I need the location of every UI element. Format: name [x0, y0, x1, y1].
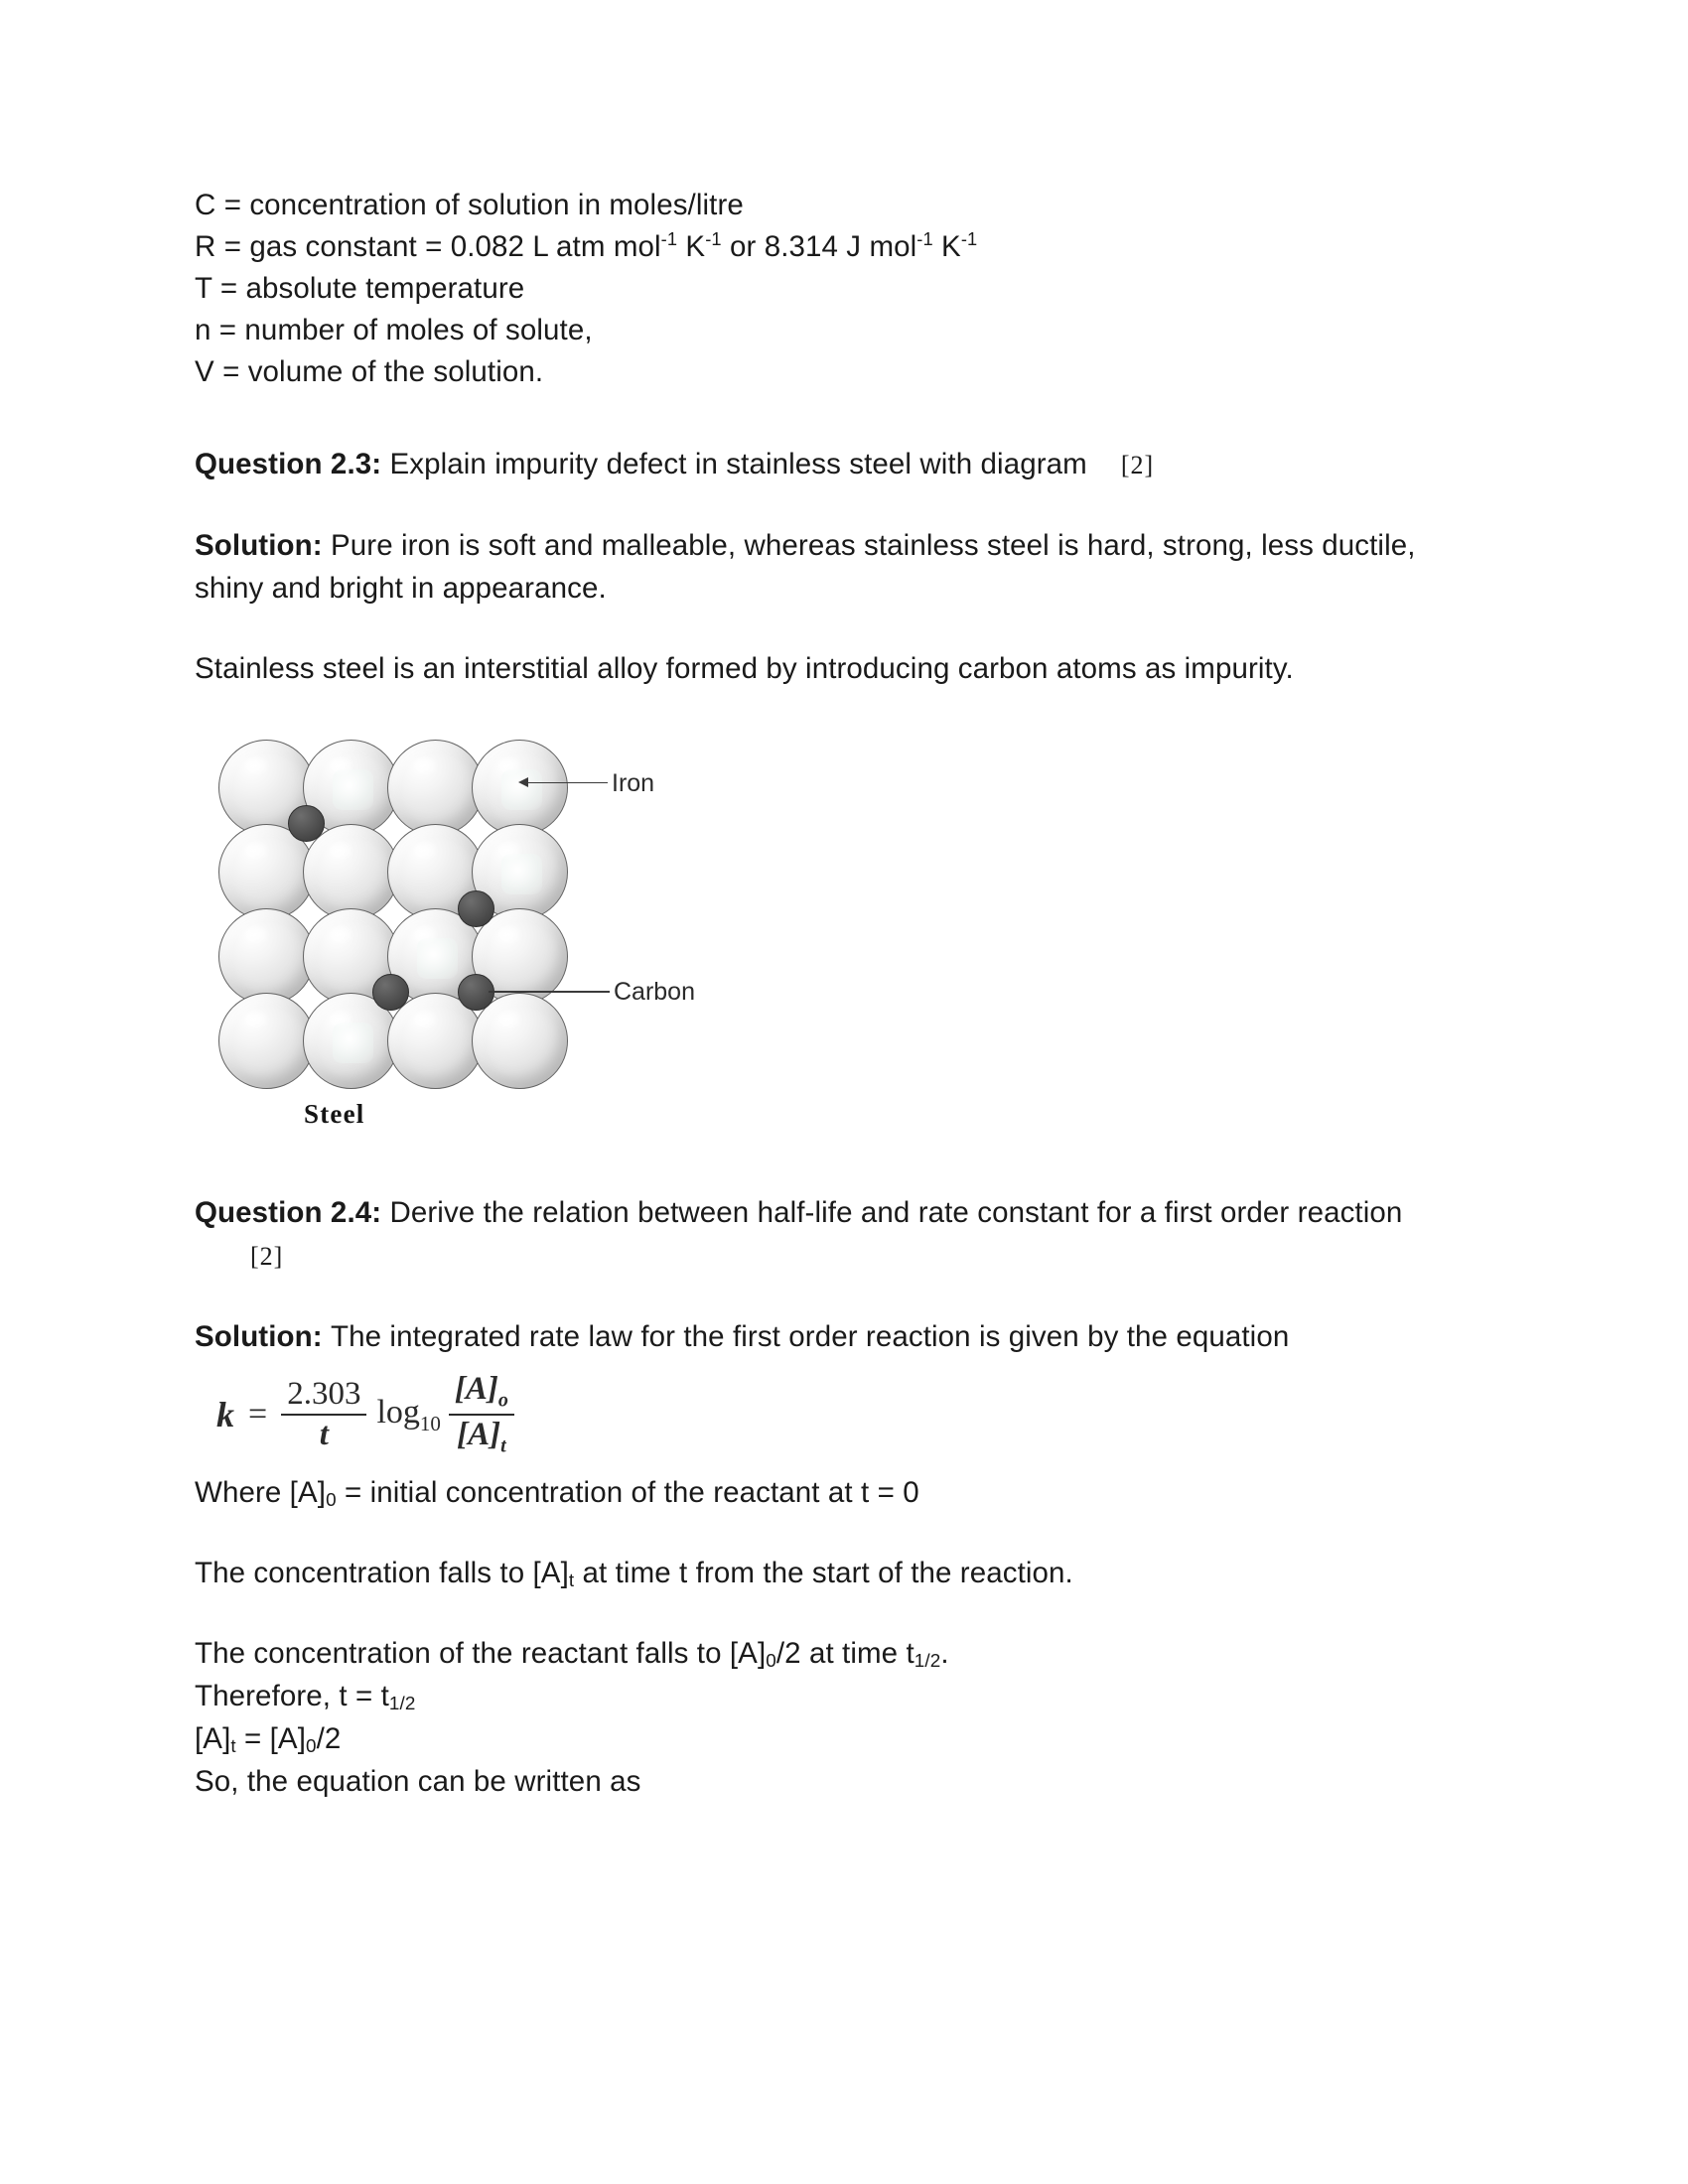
half-life-line — [195, 1632, 1446, 1675]
iron-leader-arrow-icon — [518, 777, 528, 787]
iron-atom — [218, 993, 315, 1089]
half-prefix: The concentration of the reactant falls to [A] — [195, 1637, 767, 1670]
spacer — [195, 1457, 1446, 1471]
spacer — [195, 1594, 1446, 1632]
iron-atom — [387, 740, 484, 836]
equation-numerator: 2.303 — [287, 1376, 361, 1413]
equation-fraction-rate — [281, 1377, 366, 1452]
question-2-3-marks: [2] — [1120, 451, 1155, 479]
falls-suffix: at time t from the start of the reaction. — [574, 1557, 1073, 1589]
definition-R-sup2: -1 — [705, 228, 722, 250]
definition-line-C: C = concentration of solution in moles/litre — [195, 189, 744, 221]
definition-R-mid3: K — [932, 230, 961, 263]
document-content — [195, 185, 1446, 1803]
iron-leader-line — [528, 782, 608, 784]
solution-2-3 — [195, 524, 1446, 610]
spacer — [195, 1514, 1446, 1552]
half-sub: 0 — [766, 1650, 776, 1672]
question-2-3-label: Question 2.3: — [195, 448, 382, 480]
definition-line-T: T = absolute temperature — [195, 272, 525, 305]
at-equals-line — [195, 1717, 1446, 1760]
definition-R-sup4: -1 — [960, 228, 978, 250]
spacer — [195, 486, 1446, 524]
interstitial-alloy-line: Stainless steel is an interstitial alloy formed by introducing carbon atoms as impurity. — [195, 652, 1294, 685]
carbon-label: Carbon — [614, 978, 695, 1006]
steel-caption: Steel — [304, 1099, 365, 1129]
conc-time-sub: t — [500, 1434, 506, 1457]
steel-interstitial-alloy-diagram — [218, 740, 715, 1142]
definition-R-sup1: -1 — [660, 228, 678, 250]
log-text: log — [376, 1393, 420, 1431]
definition-line-R — [195, 226, 1446, 268]
at-sub2: 0 — [306, 1735, 317, 1757]
definition-R-prefix: R = gas constant = 0.082 L atm mol — [195, 230, 661, 263]
solution-2-4-text: The integrated rate law for the first order reaction is given by the equation — [331, 1320, 1290, 1353]
first-order-rate-equation — [216, 1372, 1446, 1457]
solution-2-3-space — [323, 529, 331, 562]
definition-R-mid2: or 8.314 J mol — [721, 230, 917, 263]
spacer — [195, 1358, 1446, 1372]
carbon-atom — [458, 890, 494, 927]
spacer — [195, 690, 1446, 740]
at-sub: t — [230, 1735, 236, 1757]
falls-line — [195, 1552, 1446, 1594]
conc-time-bracket: [A] — [457, 1417, 501, 1453]
definition-line-n: n = number of moles of solute, — [195, 314, 593, 346]
solution-2-4-label: Solution: — [195, 1320, 323, 1353]
spacer — [195, 610, 1446, 647]
spacer — [195, 1278, 1446, 1315]
question-2-3-text: Explain impurity defect in stainless steel with diagram — [389, 448, 1087, 480]
falls-prefix: The concentration falls to [A] — [195, 1557, 569, 1589]
solution-2-4 — [195, 1315, 1446, 1358]
half-suffix: . — [940, 1637, 949, 1670]
equation-conc-initial — [449, 1372, 514, 1414]
definition-R-sup3: -1 — [916, 228, 933, 250]
half-sub2: 1/2 — [914, 1650, 941, 1672]
closing-line: So, the equation can be written as — [195, 1765, 641, 1798]
question-2-4 — [195, 1191, 1446, 1278]
iron-label: Iron — [612, 769, 655, 797]
falls-sub: t — [568, 1570, 575, 1591]
spacer — [195, 393, 1446, 443]
carbon-leader-line — [489, 991, 610, 993]
where-prefix: Where [A] — [195, 1476, 327, 1509]
equation-conc-time — [451, 1416, 512, 1457]
iron-atom — [472, 740, 568, 836]
iron-atom — [218, 908, 315, 1005]
equation-log — [376, 1394, 440, 1436]
solution-2-3-text: Pure iron is soft and malleable, whereas stainless steel is hard, strong, less ductile, shiny and bright in appearance. — [195, 529, 1416, 605]
carbon-atom — [288, 805, 325, 842]
solution-2-4-space — [323, 1320, 331, 1353]
atom-lattice — [218, 740, 568, 1089]
question-2-4-marks: [2] — [250, 1242, 284, 1271]
therefore-line — [195, 1675, 1446, 1717]
question-2-4-label: Question 2.4: — [195, 1196, 382, 1229]
question-2-3 — [195, 443, 1446, 486]
carbon-atom — [372, 974, 409, 1011]
conc-initial-sub: o — [497, 1389, 508, 1412]
equation-denominator: t — [319, 1417, 329, 1453]
question-2-4-text: Derive the relation between half-life and rate constant for a first order reaction — [389, 1196, 1403, 1229]
where-suffix: = initial concentration of the reactant at t = 0 — [336, 1476, 919, 1509]
therefore-sub: 1/2 — [388, 1693, 416, 1714]
where-line — [195, 1471, 1446, 1514]
equation-fraction-concentration — [449, 1372, 514, 1457]
solution-2-3-label: Solution: — [195, 529, 323, 562]
therefore-prefix: Therefore, t = t — [195, 1680, 389, 1712]
definition-R-mid1: K — [677, 230, 706, 263]
where-sub: 0 — [326, 1489, 337, 1511]
iron-atom — [303, 824, 399, 920]
at-mid: = [A] — [235, 1722, 307, 1755]
conc-initial-bracket: [A] — [454, 1371, 498, 1408]
log-base: 10 — [419, 1411, 441, 1435]
definition-line-V: V = volume of the solution. — [195, 355, 544, 388]
equation-lhs: k — [216, 1395, 234, 1434]
at-prefix: [A] — [195, 1722, 231, 1755]
equation-equals: = — [248, 1396, 268, 1433]
at-suffix: /2 — [316, 1722, 342, 1755]
half-mid: /2 at time t — [775, 1637, 914, 1670]
spacer — [195, 1142, 1446, 1191]
